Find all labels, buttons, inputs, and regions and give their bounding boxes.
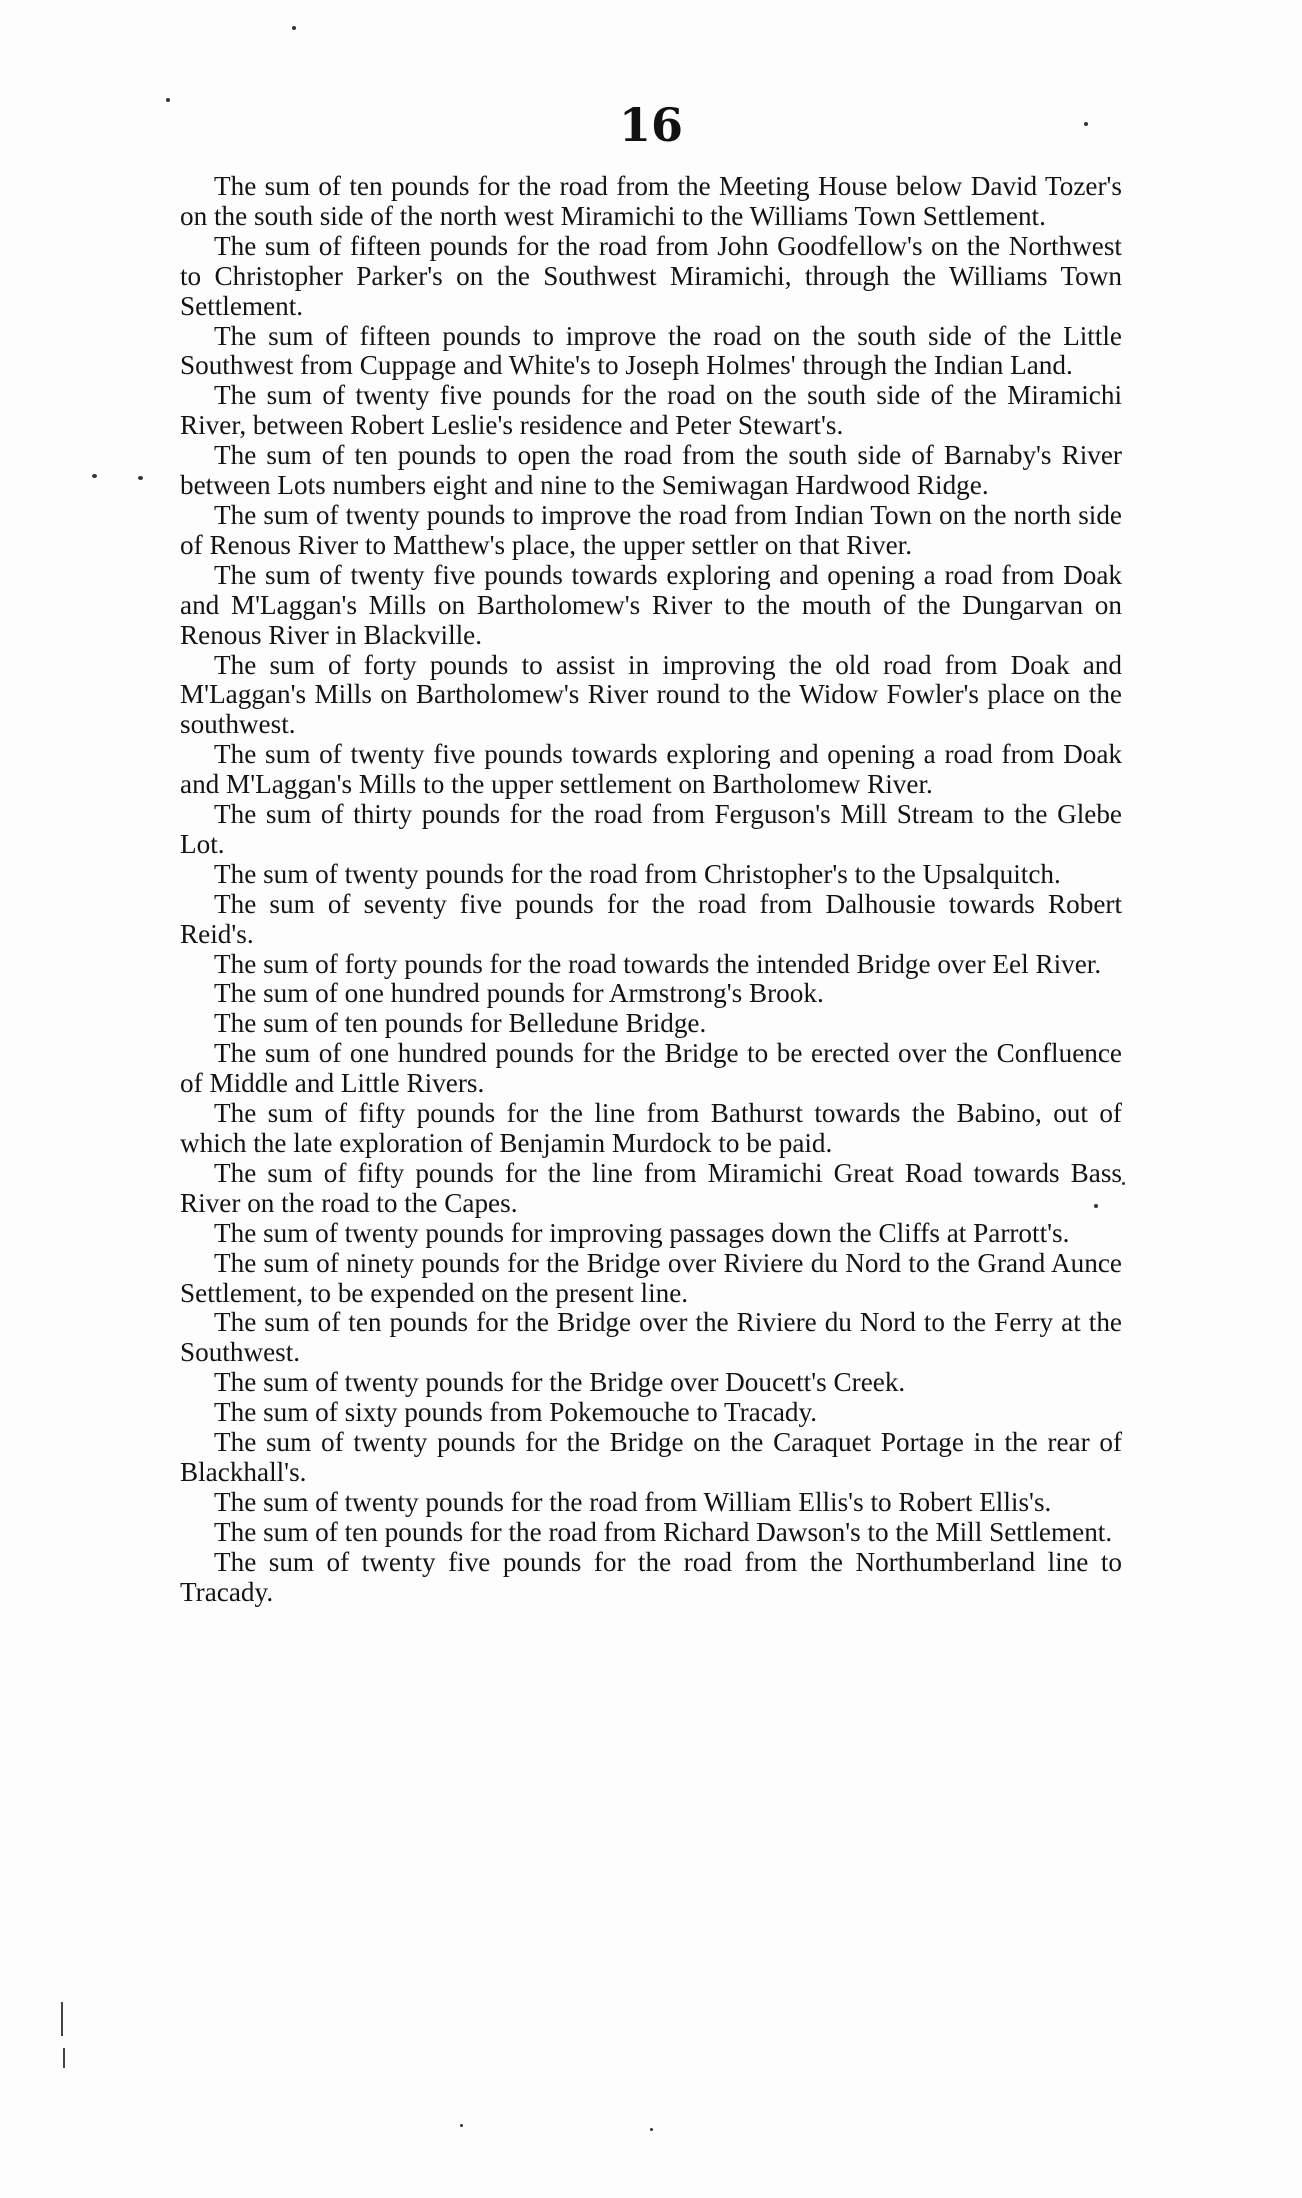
paragraph: The sum of one hundred pounds for the Bridge to be erected over the Confluence of Middle and Little Rivers. xyxy=(180,1038,1122,1099)
paragraph: The sum of ten pounds for Belledune Bridge. xyxy=(214,1008,707,1039)
paragraph: The sum of twenty pounds to improve the road from Indian Town on the north side of Renous River to Matthew's place, the upper settler on that River. xyxy=(180,499,1122,560)
paragraph: The sum of fifteen pounds to improve the road on the south side of the Little Southwest from Cuppage and White's to Joseph Holmes' through the Indian Land. xyxy=(180,320,1122,381)
paragraph: The sum of seventy five pounds for the road from Dalhousie towards Robert Reid's. xyxy=(180,888,1122,949)
paragraph: The sum of ten pounds for the road from Richard Dawson's to the Mill Settlement. xyxy=(214,1516,1113,1547)
paragraph: The sum of twenty pounds for the road from William Ellis's to Robert Ellis's. xyxy=(214,1486,1052,1517)
scan-speck xyxy=(1122,1182,1125,1185)
scan-speck xyxy=(92,474,97,478)
paragraph: The sum of ten pounds for the Bridge over the Riviere du Nord to the Ferry at the Southwest. xyxy=(180,1307,1122,1368)
page-number: 16 xyxy=(618,98,683,152)
paragraph: The sum of twenty pounds for the Bridge on the Caraquet Portage in the rear of Blackhall's. xyxy=(180,1427,1122,1487)
paragraph: The sum of ten pounds for the road from the Meeting House below David Tozer's on the south side of the north west Miramichi to the Williams Town Settlement. xyxy=(180,171,1122,231)
paragraph: The sum of ten pounds to open the road from the south side of Barnaby's River between Lots numbers eight and nine to the Semiwagan Hardwood Ridge. xyxy=(180,440,1122,501)
scan-speck xyxy=(166,98,170,102)
paragraph: The sum of thirty pounds for the road from Ferguson's Mill Stream to the Glebe Lot. xyxy=(180,799,1122,859)
margin-mark xyxy=(63,2048,65,2068)
paragraph: The sum of one hundred pounds for Armstrong's Brook. xyxy=(214,978,824,1009)
paragraph: The sum of forty pounds for the road towards the intended Bridge over Eel River. xyxy=(214,948,1102,979)
paragraph: The sum of forty pounds to assist in improving the old road from Doak and M'Laggan's Mills on Bartholomew's River round to the Widow Fowler's place on the southwest. xyxy=(180,649,1122,740)
paragraph: The sum of fifty pounds for the line from Bathurst towards the Babino, out of which the late exploration of Benjamin Murdock to be paid. xyxy=(180,1098,1122,1158)
scan-speck xyxy=(138,476,143,480)
paragraph: The sum of twenty pounds for improving passages down the Cliffs at Parrott's. xyxy=(214,1217,1070,1248)
paragraph: The sum of twenty five pounds for the road on the south side of the Miramichi River, between Robert Leslie's residence and Peter Stewart's. xyxy=(180,380,1122,441)
scan-speck xyxy=(460,2124,463,2127)
margin-mark xyxy=(61,2002,63,2036)
paragraph: The sum of fifty pounds for the line from Miramichi Great Road towards Bass River on the road to the Capes. xyxy=(180,1157,1122,1218)
paragraph: The sum of twenty five pounds towards exploring and opening a road from Doak and M'Laggan's Mills to the upper settlement on Bartholomew River. xyxy=(180,739,1122,800)
paragraph: The sum of twenty pounds for the Bridge over Doucett's Creek. xyxy=(214,1367,906,1398)
scan-speck xyxy=(1084,122,1088,126)
paragraph: The sum of sixty pounds from Pokemouche to Tracady. xyxy=(214,1397,818,1428)
scan-speck xyxy=(1094,1204,1098,1208)
appropriations-text xyxy=(180,172,1122,1608)
scan-speck xyxy=(650,2128,653,2131)
paragraph: The sum of twenty five pounds towards exploring and opening a road from Doak and M'Laggan's Mills on Bartholomew's River to the mouth of the Dungarvan on Renous River in Blackville. xyxy=(180,559,1122,650)
paragraph: The sum of twenty pounds for the road from Christopher's to the Upsalquitch. xyxy=(214,858,1061,889)
paragraph: The sum of ninety pounds for the Bridge over Riviere du Nord to the Grand Aunce Settlement, to be expended on the present line. xyxy=(180,1247,1122,1308)
paragraph: The sum of twenty five pounds for the road from the Northumberland line to Tracady. xyxy=(180,1546,1122,1607)
scan-speck xyxy=(292,26,296,30)
paragraph: The sum of fifteen pounds for the road from John Goodfellow's on the Northwest to Christopher Parker's on the Southwest Miramichi, through the Williams Town Settlement. xyxy=(180,230,1122,321)
